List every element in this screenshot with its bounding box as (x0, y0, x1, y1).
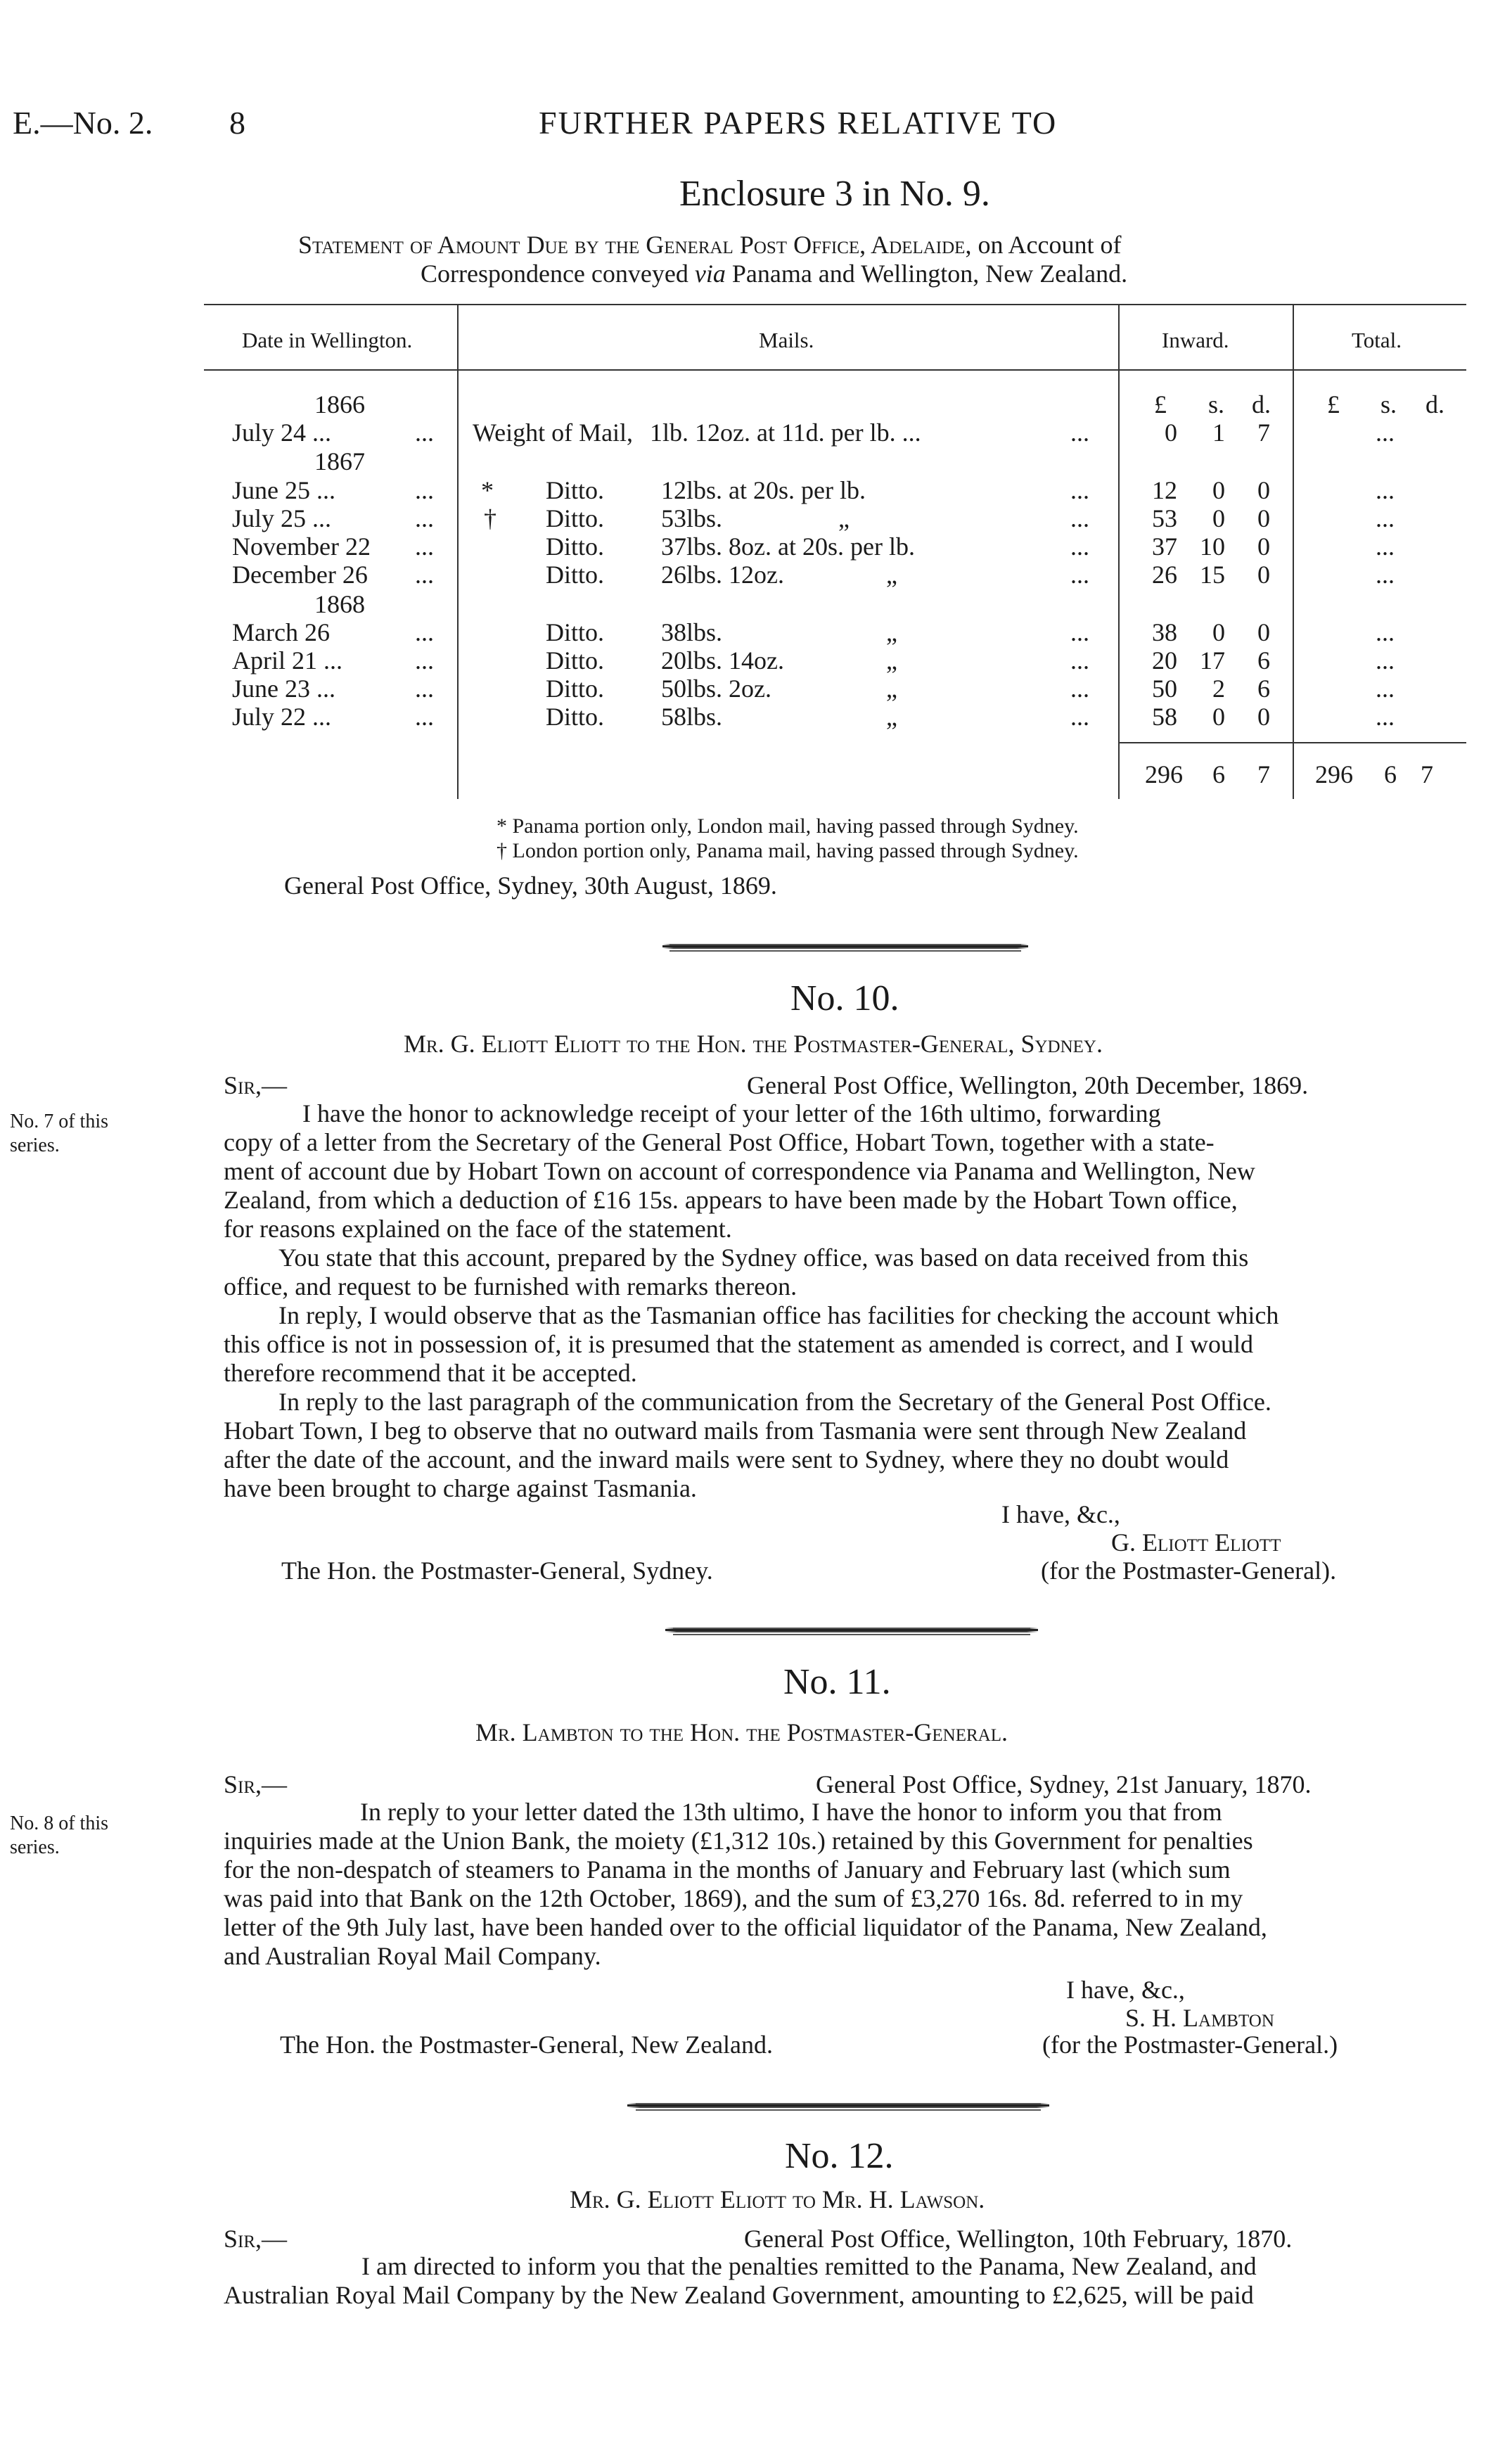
table-vrule-3 (1293, 304, 1294, 799)
row-2-pounds: 53 (1152, 504, 1177, 532)
no10-line-3: Zealand, from which a deduction of £16 15s. appears to have been made by the Hobart Town office, (224, 1186, 1238, 1214)
no11-place-date: General Post Office, Sydney, 21st January, 1870. (816, 1770, 1312, 1798)
no10-line-12: after the date of the account, and the inward mails were sent to Sydney, where they no doubt would (224, 1445, 1229, 1473)
no11-sidenote-line-2: series. (10, 1836, 60, 1858)
row-1-ditto: Ditto. (546, 476, 605, 504)
row-8-ditto-mark: „ (886, 703, 897, 731)
no10-line-6: office, and request to be furnished with remarks thereon. (224, 1272, 797, 1300)
row-6-fill: ... (1070, 646, 1089, 675)
no10-line-4: for reasons explained on the face of the statement. (224, 1215, 732, 1243)
sum-total-shillings: 6 (1384, 760, 1397, 788)
no12-heading: No. 12. (785, 2136, 894, 2176)
no11-sidenote (10, 1812, 108, 1860)
row-3-ditto: Ditto. (546, 532, 605, 561)
row-5-dots: ... (415, 618, 434, 646)
footnote-london: † London portion only, Panama mail, having passed through Sydney. (496, 839, 1079, 862)
no12-line-1: Australian Royal Mail Company by the New Zealand Government, amounting to £2,625, will be paid (224, 2281, 1254, 2309)
row-7-pounds: 50 (1152, 675, 1177, 703)
doc-reference: E.—No. 2. (13, 105, 153, 141)
no11-body (224, 1798, 1470, 1971)
row-5-weight: 38lbs. (661, 618, 723, 646)
row-5-fill: ... (1070, 618, 1089, 646)
no10-from-to: Mr. G. Eliott Eliott to the Hon. the Postmaster-General, Sydney. (404, 1030, 1103, 1058)
year-1867: 1867 (314, 447, 365, 475)
no12-line-0: I am directed to inform you that the penalties remitted to the Panama, New Zealand, and (361, 2252, 1257, 2280)
row-7-fill: ... (1070, 675, 1089, 703)
row-4-total: ... (1376, 561, 1395, 589)
row-0-shillings: 1 (1212, 418, 1225, 447)
no11-salutation: Sir,— (224, 1770, 288, 1798)
no10-line-9: therefore recommend that it be accepted. (224, 1359, 637, 1387)
page-number: 8 (229, 105, 245, 141)
row-6-total: ... (1376, 646, 1395, 675)
no10-salutation: Sir,— (224, 1071, 288, 1099)
row-1-weight: 12lbs. at 20s. per lb. (661, 476, 866, 504)
row-3-pence: 0 (1257, 532, 1270, 561)
sum-total-pence: 7 (1421, 760, 1433, 788)
row-7-pence: 6 (1257, 675, 1270, 703)
row-6-ditto-mark: „ (886, 646, 897, 675)
table-sum-rule (1118, 742, 1466, 743)
no10-line-13: have been brought to charge against Tasmania. (224, 1474, 697, 1502)
no11-line-0: In reply to your letter dated the 13th ultimo, I have the honor to inform you that from (360, 1798, 1222, 1826)
col-header-inward: Inward. (1162, 328, 1229, 352)
no12-place-date: General Post Office, Wellington, 10th February, 1870. (744, 2225, 1293, 2253)
statement-line-2a: Correspondence conveyed (421, 260, 688, 288)
row-5-pounds: 38 (1152, 618, 1177, 646)
no11-line-4: letter of the 9th July last, have been handed over to the official liquidator of the Panama, New Zealand, (224, 1913, 1267, 1941)
row-8-fill: ... (1070, 703, 1089, 731)
no11-signature: S. H. Lambton (1125, 2004, 1274, 2032)
no11-line-3: was paid into that Bank on the 12th October, 1869), and the sum of £3,270 16s. 8d. referred to in my (224, 1884, 1243, 1912)
no10-line-5: You state that this account, prepared by the Sydney office, was based on data received from this (278, 1244, 1249, 1272)
row-8-date: July 22 ... (232, 703, 332, 731)
row-4-fill: ... (1070, 561, 1089, 589)
no10-signature: G. Eliott Eliott (1111, 1528, 1281, 1556)
no10-place-date: General Post Office, Wellington, 20th December, 1869. (747, 1071, 1309, 1099)
running-title: FURTHER PAPERS RELATIVE TO (539, 105, 1058, 141)
row-1-footnote-mark: * (481, 476, 494, 504)
row-4-shillings: 15 (1200, 561, 1225, 589)
row-8-shillings: 0 (1212, 703, 1225, 731)
statement-line-1b: on Account of (978, 231, 1122, 259)
row-6-date: April 21 ... (232, 646, 342, 675)
col-header-total: Total. (1352, 328, 1402, 352)
no10-addressee: The Hon. the Postmaster-General, Sydney. (281, 1556, 713, 1585)
no10-line-8: this office is not in possession of, it is presumed that the statement as amended is correct, and I would (224, 1330, 1254, 1358)
no10-line-1: copy of a letter from the Secretary of the General Post Office, Hobart Town, together with a state- (224, 1128, 1215, 1156)
row-7-total: ... (1376, 675, 1395, 703)
row-4-date: December 26 (232, 561, 368, 589)
row-6-weight: 20lbs. 14oz. (661, 646, 784, 675)
row-6-ditto: Ditto. (546, 646, 605, 675)
row-2-footnote-mark: † (484, 504, 496, 532)
no11-line-1: inquiries made at the Union Bank, the moiety (£1,312 10s.) retained by this Government for penalties (224, 1827, 1253, 1855)
row-3-dots: ... (415, 532, 434, 561)
row-1-shillings: 0 (1212, 476, 1225, 504)
row-0-pence: 7 (1257, 418, 1270, 447)
row-2-shillings: 0 (1212, 504, 1225, 532)
row-1-pounds: 12 (1152, 476, 1177, 504)
row-3-total: ... (1376, 532, 1395, 561)
row-7-weight: 50lbs. 2oz. (661, 675, 771, 703)
section-divider-3 (627, 2103, 1049, 2108)
enclosure-signoff: General Post Office, Sydney, 30th August, 1869. (284, 871, 777, 900)
row-1-fill: ... (1070, 476, 1089, 504)
row-0-dots: ... (415, 418, 434, 447)
no10-line-10: In reply to the last paragraph of the communication from the Secretary of the General Post Office. (278, 1388, 1271, 1416)
no11-line-5: and Australian Royal Mail Company. (224, 1942, 601, 1970)
row-3-weight: 37lbs. 8oz. at 20s. per lb. (661, 532, 915, 561)
no11-addressee: The Hon. the Postmaster-General, New Zealand. (280, 2031, 774, 2059)
row-2-date: July 25 ... (232, 504, 332, 532)
table-top-rule (204, 304, 1466, 305)
row-4-ditto: Ditto. (546, 561, 605, 589)
sum-inward-pounds: 296 (1145, 760, 1183, 788)
row-4-pounds: 26 (1152, 561, 1177, 589)
footnote-panama: * Panama portion only, London mail, having passed through Sydney. (496, 814, 1079, 838)
statement-line-1 (298, 230, 1121, 260)
year-1868: 1868 (314, 590, 365, 618)
no10-line-0: I have the honor to acknowledge receipt of your letter of the 16th ultimo, forwarding (302, 1099, 1161, 1127)
row-2-pence: 0 (1257, 504, 1270, 532)
no11-heading: No. 11. (783, 1662, 891, 1702)
row-3-date: November 22 (232, 532, 371, 561)
table-header-rule (204, 369, 1466, 371)
row-5-shillings: 0 (1212, 618, 1225, 646)
row-1-date: June 25 ... (232, 476, 335, 504)
no10-line-7: In reply, I would observe that as the Tasmanian office has facilities for checking the account which (278, 1301, 1279, 1329)
row-8-ditto: Ditto. (546, 703, 605, 731)
no10-body (224, 1099, 1470, 1503)
no12-body (224, 2252, 1470, 2310)
row-2-ditto-mark: „ (838, 504, 850, 532)
row-3-pounds: 37 (1152, 532, 1177, 561)
row-2-ditto: Ditto. (546, 504, 605, 532)
total-pound-sign: £ (1327, 390, 1340, 418)
row-1-pence: 0 (1257, 476, 1270, 504)
sum-inward-pence: 7 (1257, 760, 1270, 788)
no10-sidenote (10, 1110, 108, 1158)
row-0-mail-label: Weight of Mail, (473, 418, 634, 447)
row-6-shillings: 17 (1200, 646, 1225, 675)
statement-via: via (694, 260, 726, 288)
no10-sidenote-line-1: No. 7 of this (10, 1111, 108, 1132)
row-4-dots: ... (415, 561, 434, 589)
enclosure-title: Enclosure 3 in No. 9. (679, 174, 990, 214)
row-6-pence: 6 (1257, 646, 1270, 675)
row-5-date: March 26 (232, 618, 330, 646)
row-2-dots: ... (415, 504, 434, 532)
row-5-ditto: Ditto. (546, 618, 605, 646)
row-4-ditto-mark: „ (886, 561, 897, 589)
row-8-dots: ... (415, 703, 434, 731)
no11-from-to: Mr. Lambton to the Hon. the Postmaster-General. (475, 1718, 1008, 1746)
row-0-pounds: 0 (1165, 418, 1177, 447)
table-vrule-1 (457, 304, 459, 799)
row-8-pence: 0 (1257, 703, 1270, 731)
row-0-date: July 24 ... (232, 418, 332, 447)
row-5-ditto-mark: „ (886, 618, 897, 646)
no11-sidenote-line-1: No. 8 of this (10, 1813, 108, 1834)
no11-line-2: for the non-despatch of steamers to Panama in the months of January and February last (which sum (224, 1855, 1231, 1884)
row-3-fill: ... (1070, 532, 1089, 561)
total-shilling-label: s. (1380, 390, 1397, 418)
sum-inward-shillings: 6 (1212, 760, 1225, 788)
row-2-total: ... (1376, 504, 1395, 532)
inward-pound-sign: £ (1154, 390, 1167, 418)
section-divider-2 (665, 1628, 1038, 1632)
row-8-total: ... (1376, 703, 1395, 731)
no10-sidenote-line-2: series. (10, 1134, 60, 1156)
no12-salutation: Sir,— (224, 2225, 288, 2253)
section-divider-1 (662, 944, 1028, 949)
no10-for-pmg: (for the Postmaster-General). (1041, 1556, 1337, 1585)
row-7-shillings: 2 (1212, 675, 1225, 703)
inward-pence-label: d. (1252, 390, 1271, 418)
row-1-total: ... (1376, 476, 1395, 504)
row-0-weight: 1lb. 12oz. at 11d. per lb. ... (650, 418, 921, 447)
year-1866: 1866 (314, 390, 365, 418)
row-2-fill: ... (1070, 504, 1089, 532)
row-2-weight: 53lbs. (661, 504, 723, 532)
row-8-weight: 58lbs. (661, 703, 723, 731)
table-vrule-2 (1118, 304, 1120, 799)
row-3-shillings: 10 (1200, 532, 1225, 561)
row-8-pounds: 58 (1152, 703, 1177, 731)
row-0-fill: ... (1070, 418, 1089, 447)
no10-heading: No. 10. (790, 978, 899, 1018)
row-7-date: June 23 ... (232, 675, 335, 703)
no10-line-11: Hobart Town, I beg to observe that no outward mails from Tasmania were sent through New Zealand (224, 1417, 1247, 1445)
row-5-total: ... (1376, 618, 1395, 646)
total-pence-label: d. (1425, 390, 1444, 418)
statement-line-2 (421, 259, 1127, 288)
inward-shilling-label: s. (1208, 390, 1225, 418)
row-7-dots: ... (415, 675, 434, 703)
row-7-ditto-mark: „ (886, 675, 897, 703)
row-6-pounds: 20 (1152, 646, 1177, 675)
statement-line-2b: Panama and Wellington, New Zealand. (731, 260, 1128, 288)
row-5-pence: 0 (1257, 618, 1270, 646)
row-1-dots: ... (415, 476, 434, 504)
no11-for-pmg: (for the Postmaster-General.) (1042, 2031, 1338, 2059)
row-0-total: ... (1376, 418, 1395, 447)
no12-from-to: Mr. G. Eliott Eliott to Mr. H. Lawson. (570, 2185, 985, 2213)
row-7-ditto: Ditto. (546, 675, 605, 703)
row-6-dots: ... (415, 646, 434, 675)
no10-line-2: ment of account due by Hobart Town on account of correspondence via Panama and Wellington, New (224, 1157, 1255, 1185)
col-header-date: Date in Wellington. (242, 328, 413, 352)
row-4-weight: 26lbs. 12oz. (661, 561, 784, 589)
no10-closing: I have, &c., (1001, 1500, 1120, 1528)
row-4-pence: 0 (1257, 561, 1270, 589)
statement-line-1a: Statement of Amount Due by the General Post Office, Adelaide, (298, 231, 972, 259)
no11-closing: I have, &c., (1066, 1976, 1185, 2004)
sum-total-pounds: 296 (1315, 760, 1353, 788)
col-header-mails: Mails. (759, 328, 814, 352)
